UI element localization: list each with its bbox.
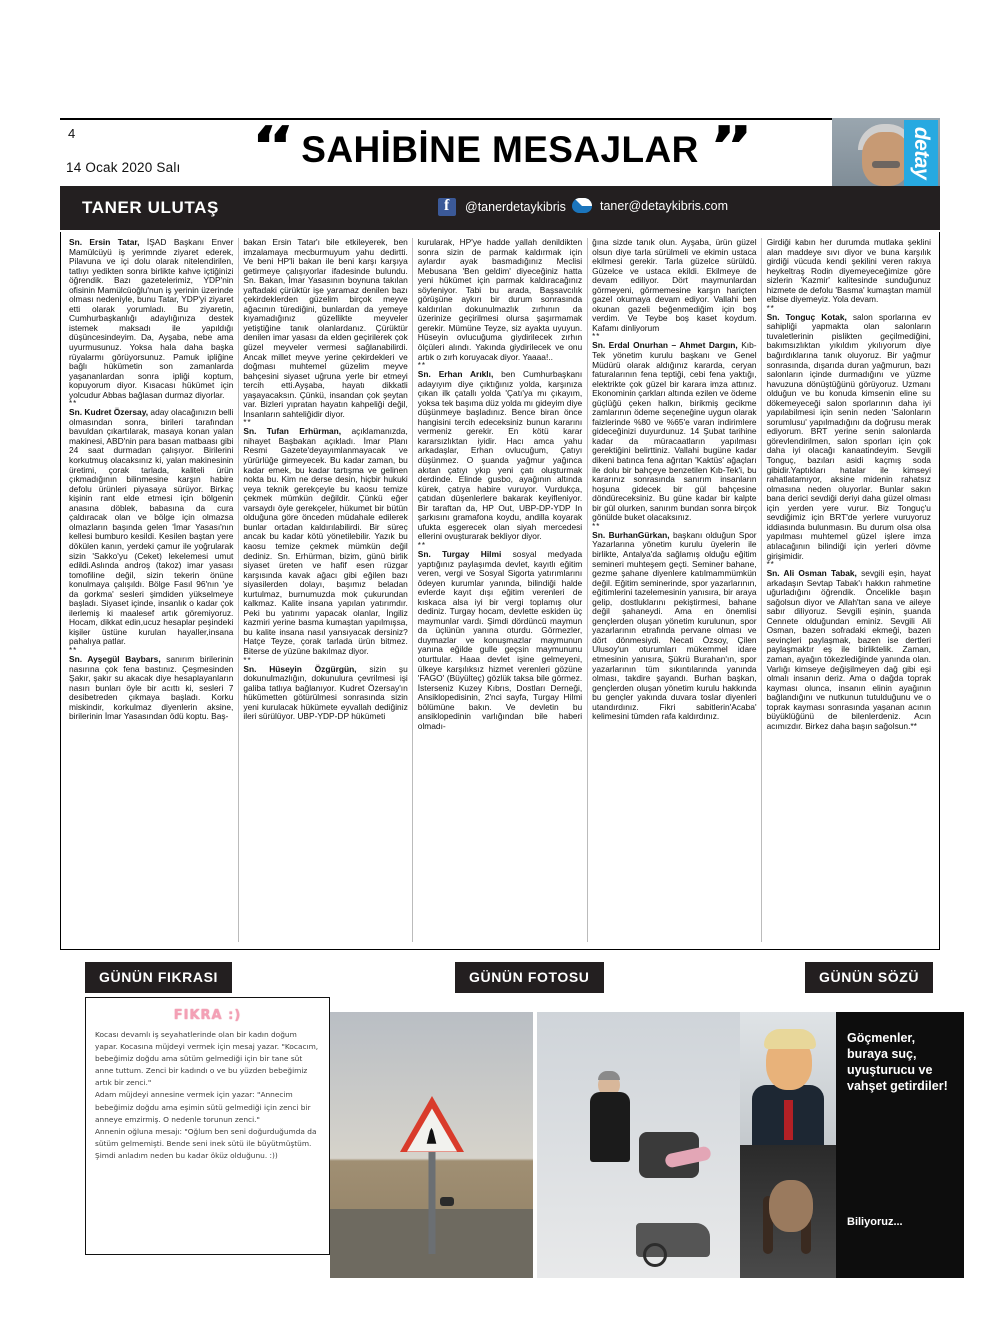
foto-images xyxy=(330,1012,740,1278)
section-tab-foto: GÜNÜN FOTOSU xyxy=(455,962,604,993)
article-lead-name: Sn. Erdal Onurhan – Ahmet Dargın, xyxy=(592,340,738,351)
fikra-paragraph: Kocası devamlı iş seyahatlerinde olan bir kadın doğum yapar. Kocasına müjdeyi vermek için mesaj yazar. "Kocacım, bebeğimiz doğdu ama sütüm gelmediği için bir tane süt anne tuttum. Zenci bir kadındı o ve bu yüzden bebeğimiz artık bir zenci." xyxy=(95,1030,319,1088)
article-paragraph: ** xyxy=(766,560,775,570)
headline-wrap xyxy=(60,115,940,179)
people-wheelbarrow-photo xyxy=(537,1012,740,1278)
article-lead-name: Sn. Ayşegül Baybars, xyxy=(69,653,161,664)
email-link[interactable] xyxy=(572,198,728,213)
article-paragraph-lead: Sn. Tufan Erhürman, açıklamanızda, nihayet Başbakan açıkladı. İmar Planı Resmi Gazete'deyayımlanmayacak ve yürürlüğe girmeyecek. Bu kadar zaman, bu kadar emek, bu kadar tartışma ve gelinen nokta bu. Kim ne derse desin, hiçbir hukuki veya teknik gerekçeyle bu kaosu temize çekmek mümkün değildir. Çünkü eğer varsaydı öyle gerekçeler, hükumet bir bütün olduğuna göre önceden müdahale edilerek bunlar ortadan kaldırılabilirdi. Bir süreç ancak bu kadar kötü yönetilebilir. Yazık bu kaosu temize çekmek mümkün değil dediniz. Sn. Erhürman, bizim, günü birlik siyaset üreten ve hafif esen rüzgar karşısında kavak ağacı gibi eğilen bazı siyasilerden dolayı, başımız beladan kurtulmaz, burnumuzda mok çukurundan kalkmaz. Kalite insana yapılan yatırımdır. Peki bu yatırımı yapacak olanlar, İngiliz kazmiri yerine basma kumaştan yapılmışsa, bu kalite insana nasıl yansıyacak dersiniz? Hatçe Teyze, çorak tarlada ürün bitmez. Biterse de yüzüne bakılmaz diyor. xyxy=(243,426,408,656)
mail-icon xyxy=(572,198,592,213)
article-paragraph: ğına sizde tanık olun. Ayşaba, ürün güzel olsun diye tarla sürülmeli ve ekimin ustaca ekilmesi gerekir. Tarla güzelce sürüldü. Güzelce ve ustaca ekildi. Ekilmeye de devam ediliyor. Dört maymunlardan görmeyeni, görmemesine karşın hariçten gazel okumaya devam ediyor. Vallahi ben okunan gazeli beğenmediğim için boş verdim. Ve Teybe boş kaset koydum. Kafamı dinliyorum xyxy=(592,237,757,333)
article-paragraph: ** xyxy=(69,645,78,655)
article-paragraph-lead: Sn. Kudret Özersay, aday olacağınızın belli olmasından sonra, birileri tarafından bavuldan çıkartılarak, masaya konan yalan makinesi, ABD'nin para basan matbaası gibi 24 saat durmadan çalışıyor. Birilerini korkutmuş olacaksınız ki, yalan makinesinin üretimi, çorak tarlada, kaliteli ürün çıkmadığının bilinmesine karşın habire defolu ürünleri piyasaya sürüyor. Birkaç kişinin rant elde etmesi için bölgenin anasına döblek, babasına da cura çaldıracak olan ve bölge için olmazsa olmazların başında gelen 'İmar Yasası'nın kellesi bumburo kesildi. Kesilen baştan yere dökülen kanın, yerdeki çamur ile yoğrularak sizin 'Sakko'yu (Ceket) lekelemesi umut edildi.Aslında androş (takoz) imar yasası tomofiline değil, sizin tekerin önüne konulmaya çalışıldı. Bölge Fasıl 96'nın 'ye da gorkma' sesleri şimdiden yükselmeye başladı. Siyaset içinde, insanlık o kadar çok ilerlemiş ki maalesef artık göremiyoruz. Hocam, dikkat edin,ucuz hesaplar peşindeki kişiler üstüne kurulan hayaller,insana pahalıya patlar. xyxy=(69,407,234,647)
brand-logo xyxy=(904,120,938,186)
fikra-inner-title: FIKRA :) xyxy=(173,1008,242,1023)
fikra-box xyxy=(85,997,330,1255)
date-line: 14 Ocak 2020 Salı xyxy=(66,160,181,175)
article-lead-name: Sn. Tufan Erhürman, xyxy=(243,426,342,437)
article-lead-name: Sn. Erhan Arıklı, xyxy=(417,369,494,380)
article-lead-name: Sn. Turgay Hilmi xyxy=(417,548,502,559)
quote-open-icon: “ xyxy=(250,115,292,179)
brand-logo-text: detay xyxy=(910,126,934,180)
section-tab-fikra: GÜNÜN FIKRASI xyxy=(85,962,232,993)
article-paragraph: ** xyxy=(243,655,252,665)
author-bar xyxy=(60,186,940,230)
article-paragraph: Girdiği kabın her durumda mutlaka şeklini alan maddeye sıvı diyor ve buna karşılık girdiği vücuda kendi şekilini veren rakıya heykeltraş Rodin diyemeyeceğimize göre sizlerin 'Kazmir' kalitesinde sunduğunuz hizmete de defolu 'Basma' kumaştan mamül elbise diyemeyiz. Yola devam. xyxy=(766,237,931,305)
article-paragraph: ** xyxy=(417,361,427,371)
section-gunun-sozu xyxy=(805,962,965,997)
section-gunun-fotosu xyxy=(455,962,705,997)
soz-quote-panel xyxy=(836,1012,964,1278)
article-lead-name: Sn. Tonguç Kotak, xyxy=(766,311,847,322)
article-paragraph: bakan Ersin Tatar'ı bile etkileyerek, ben imzalamaya mecburmuyum yahu dedirtti. Ve beni HP'li bakan ile beni karşı karşıya getirmeye çalışıyorlar ifadesinde bulundu. Sn. Bakan, İmar Yasasının boynuna takılan yaftadaki çürüktür işe yaramaz denilen bazı çekirdeklerden güzelim birçok meyve ağacının türediğini, bunlardan da yemeye kıyamadığınız güzellikte meyveler yetiştiğine tanık olanlardanız. Çürüktür denilen imar yasası da elden geçirilerek çok güzel meyveler vermesi sağlanabilirdi. Ancak millet meyve yerine çekirdekleri ve doğması muhtemel güzelim meyve bahçesini siyaset uğruna yerle bir etmeyi tercih etti.Ayşaba, hayatı dikkatli yaşayacaksın. Çünkü, insandan çok şeytan var. Bizleri yıpratan hayatın kahpeliği değil, İnsanların sahteliğidir diyor. xyxy=(243,237,408,419)
article-paragraph-lead: Sn. Ersin Tatar, İŞAD Başkanı Enver Mamülcüyü iş yerimnde ziyaret ederek, Pilavuna ve içi dolu olarak nitelendirilen, tatlıyı yedikten sonra birlikte kahve içtiğinizi öğrendik. Bazı gazetelerimiz, YDP'nin ofisinin Mamülcüoğlu'nun iş yerinin üzerinde olması nedeniyle, bunu Tatar, YDP'yi ziyaret etti olarak yorumladı. Bu ziyaretin, Cumhurbaşkanlığı adaylığınıza destek istemek maksadı ile yapıldığı düşüncesindeyim. Da, Ayşaba, nebe ama uyurmusunuz. Yoksa hala daha başka rüyalarmı görüyorsunuz. Pamuk ipliğine bağlı hükümetin son zamanlarda yaşananlardan sonra ipliği koptum, kopuyorum diyor. Kısacası hükümet için yolcudur Abbas bağlasan durmaz diyorlar. xyxy=(69,237,234,400)
article-lead-name: Sn. BurhanGürkan, xyxy=(592,529,670,540)
page-number: 4 xyxy=(68,126,76,141)
article-paragraph: ** xyxy=(766,303,775,313)
masthead xyxy=(60,115,940,188)
facebook-handle: @tanerdetaykibris xyxy=(465,200,566,214)
article-lead-name: Sn. Kudret Özersay, xyxy=(69,407,149,418)
article-paragraph: ** xyxy=(592,332,601,342)
native-chief-portrait xyxy=(740,1145,836,1278)
article-paragraph: ** xyxy=(417,540,427,550)
article-paragraph: ** xyxy=(69,399,78,409)
soz-content xyxy=(740,1012,964,1278)
road-sign-photo xyxy=(330,1012,533,1278)
article-paragraph-lead: Sn. Turgay Hilmi sosyal medyada yaptığınız paylaşımda devlet, kayıtlı eğitim veren, vergi ve Sosyal Sigorta yatırımlarını ödeyen kurumlar yanında, bilindiği halde evlerde kayıt dışı eğitim verenleri de kıskaca alsa iyi bir vergi toplamış olur dediniz. Turgay hocam, devlette eskiden üç maymunlar vardı. Şimdi dördüncü maymun da üçlünün yanına oturdu. Görmezler, duymazlar ve konuşmazlar maymunun yanına eğilde gulle geçsin maymununu oturttular. Haaa devlet işine gelmeyeni, ülkeye karşılıksız hizmet verenleri gözüne 'FAGO' (Büyülteç) gözlük taksa bile görmez. İsterseniz Kuzey Kıbrıs, Dostları Derneği, Ansiklopedisinin, 2'nci sayfa, Turgay Hilmi bölümüne bakın. Ve devletin bu ansiklopedinin varlığından bile haberi olmadı- xyxy=(417,548,583,731)
article-paragraph-lead: Sn. Ayşegül Baybars, sanırım birilerinin nasırına çok fena bastınız. Çeşmesinden Şakır, şakır su akacak diye hesaplayanların nasırı bunları öyle bir acıttı ki, sesleri 7 desibetreden çıkmaya başladı. Korku miskindir, korkulmaz diyenlerin aksine, birilerinin İmar Yasasından ödü koptu. Baş- xyxy=(69,653,234,722)
article-paragraph-lead: Sn. Ali Osman Tabak, sevgili eşin, hayat arkadaşın Sevtap Tabak'ı hakkın rahmetine uğurladığını öğrendik. Öncelikle başın sağolsun diyor ve Allah'tan sana ve aileye sabır diliyoruz. Sevgili eşinin, şuanda Cennete olduğundan eminiz. Sevgili Ali Osman, bazen sofradaki ekmeği, bazen sevinçleri paylaşmak, bazen ise dertleri paylaşmaktır eş ile birliktelik. Zaman, zaman, ayağın tökezlediğinde yanında olan. Varlığı kimseye değişilmeyen dağ gibi eşi olmalı insanın deriz. Ama o dağda toprak kayması olunca, insanın elinin ayağının bağlandığını ve nutkunun tutulduğunu ve o toprak kayması sonrasında yaşanan acının büyüklüğünü de bilenlerdeniz. Acın acımızdır. Birkez daha başın sağolsun.** xyxy=(766,568,931,731)
article-paragraph-lead: Sn. Erdal Onurhan – Ahmet Dargın, Kıb-Tek yönetim kurulu başkanı ve Genel Müdürü olarak aldığınız kararda, ceryan faturalarının fena teptiği, cebi fena yaktığı, elektrikte çok güzel bir karara imza attınız. Ekonominin çarkları altında ezilen ve ödeme güçlüğü çeken halkın, birikmiş gecikme zamlarının ödeme seçeneğine uygun olarak faizlerinde %80 ve %65'e varan indirimlere gideceğinizi duyurdunuz. 14 Şubat tarihine kadar da müracaatların yapılması gerektiğini belirttiniz. Vallahi bugüne kadar dikeni batınca fena ağrıtan 'Kaktüs' ağaçları ile dolu bir bahçeye benzetilen Kıb-Tek'i, bu kararınız sonrasında sanırım insanların hoşuna gidecek bir gül bahçesine döndüreceksiniz. Bu güne kadar bir kalpte bir gül olurken, sanırım bundan sonra birçok gönülde buket olacaksınız. xyxy=(592,340,757,523)
facebook-link[interactable] xyxy=(438,198,566,216)
fikra-paragraph: Annenin oğluna mesajı: "Oğlum ben seni doğurduğumda da sütüm gelmemişti. Bende seni inek sütü ile büyütmüştüm. Şimdi anladım neden bu kadar öküz olduğunu. :)) xyxy=(95,1126,317,1160)
article-body xyxy=(60,232,940,950)
soz-quote-reply: Biliyoruz... xyxy=(847,1216,903,1228)
fikra-paragraph: Adam müjdeyi annesine vermek için yazar: "Annecim bebeğimiz doğdu ama eşimin sütü gelmediği için zenci bir anneye emzirmiş. O nedenle torunun zenci." xyxy=(95,1090,311,1124)
soz-quote-main: Göçmenler, buraya suç, uyuşturucu ve vahşet getirdiler! xyxy=(847,1031,948,1093)
article-paragraph-lead: Sn. BurhanGürkan, başkanı olduğun Spor Yazarlarına yönetim kurulu üyelerin ile birlikte, Antalya'da sağlamış olduğu eğitim semineri muhteşem geçti. Seminer bahane, gezme şahane diyenlere katılmammümkün değil. Eğitim seminerinde, spor yazarlarının, eğitimlerini tazelemesinin yanısıra, bir araya gelip, dostluklarını pekiştirmesi, bahane değil şahaneydi. Ama en önemlisi gençlerden oluşan yönetim kurulunun, spor yazarlarının etrafında pervane olması ve dört dönmesiydi. Necati Özsoy, Çilen Ulusoy'un oturumları mükemmel idare etmesinin yanısıra, Şükrü Burahan'ın, spor yazarlarının tüm sıkıntılarında yanında olması, takdire şayandı. Burhan başkan, gençlerden oluşan yönetim kurulu hakkında bu gençler yakında duvara toslar diyenleri utandırdınız. Fikri sabitlerin'Acaba' kelimesini tümden rafa kaldırdınız. xyxy=(592,529,757,722)
article-columns xyxy=(69,238,931,942)
section-tab-soz: GÜNÜN SÖZÜ xyxy=(805,962,933,993)
article-lead-name: Sn. Ali Osman Tabak, xyxy=(766,568,857,579)
article-paragraph: kurularak, HP'ye hadde yallah denildikten sonra sizin de parmak kaldırmak için aylardır ayak basmadığınız Meclisi Mebusana 'Ben geldim' diyeceğiniz hatta yeni hükümet için parmak kaldıracağınız söyleniyor. Tabi bu arada, Başsavcılık görüşüne aykırı bir durum sonrasında kaldırılan dokunulmazlık zırhının da üzerinize geçirilmesi olursa şaşırmamak gerekir. Mümüne Teyze, siz ayakta uyuyun. Hüseyin ovlucuğuma giydirilecek zırhın ölçüleri alındı. Yakında giydirilecek ve onu artık o zırh koruyacak diyor. Yaaaa!.. xyxy=(417,237,583,362)
email-address: taner@detaykibris.com xyxy=(600,198,729,213)
trump-portrait xyxy=(740,1012,836,1145)
article-paragraph-lead: Sn. Erhan Arıklı, ben Cumhurbaşkanı adayıyım diye çıktığınız yolda, karşınıza çıkan ilk çatallı yolda 'Çatı'ya mı çıkayım, yoksa tek başıma düz yolda mı gideyim diye düşünmeye başladınız. Bence biran önce hangisini tercih edeceksiniz bunun kararını vermeniz gerekir. En kötü karar kararsızlıktan iyidir. Hacı amca yahu arkadaşlar, Erhan ovlucuğum, Çatıyı düşünmez. O şuanda yağmur yağınca akıtan çatıyı ykıp yeni çatı oluşturmak derdinde. Elinde gusbo, ayağının altında kürek, çatıya habire vuruyor. Vurdukça, çatıdan düşenlerlere bakarak keyifleniyor. Bir taraftan da, HP Out, UBP-DP-YDP In şarkısını gramafona koydu, andilla koyarak ufukta eşgerecek olan siyah mercedesi ellerini ovuşturarak bekliyor diyor. xyxy=(417,369,583,542)
article-paragraph-lead: Sn. Tonguç Kotak, salon sporlarına ev sahipliği yapmakta olan salonların tuvaletlerinin pislikten geçilmediğini, bakımsızlıktan yıkıldım ykılıyorum diye bağırdıklarına tanık oluyoruz. Bir yağmur sonrasında, dışarıda duran yağmurun, bazı salonların içinde durmadığını ve yüzme havuzuna dönüştüğünü görüyoruz. Uzmanı olduğun ve bu konuda kimsenin eline su dökemeyeceği salon sporlarının daha iyi yapılabilmesi için senin neden 'Salonların sorumlusu' yapılmadığını da doğrusu merak ediyorum. BRT yerine senin salonlarda görevlendirilmen, salon sporları için çok daha iyi olacağı kanaatindeyim. Sevgili Tonguç, bazıları asidi kaçmış soda gibidir.Yaptıkları hatalar ile kimseyi rahatlatamıyor, aksine midenin rahatsız olmasına neden oluyorlar. Bunlar sakın bana derici sevdiği deriyi daha güzel olması için yerden yere vurur. Biz Tonguç'u sevdiğimiz için BRT'de yerlere vuruyoruz iddiasında bulunmasın. Bu durum olsa olsa yapılması muhtemel güzel işlere imza atılacağının bilindiği için yerleri dövme girişimidir. xyxy=(766,311,931,561)
article-paragraph: ** xyxy=(243,418,252,428)
section-gunun-fikrasi xyxy=(85,962,330,1255)
article-paragraph: ** xyxy=(592,521,601,531)
facebook-icon xyxy=(438,198,456,216)
quote-close-icon: ” xyxy=(708,115,750,179)
author-name: TANER ULUTAŞ xyxy=(82,198,219,217)
article-lead-name: Sn. Hüseyin Özgürgün, xyxy=(243,663,357,674)
page-title: SAHİBİNE MESAJLAR xyxy=(301,128,699,170)
article-paragraph-lead: Sn. Hüseyin Özgürgün, sizin şu dokunulmazlığın, dokunulura çevrilmesi işi galiba tatlıya bağlanıyor. Kudret Özersay'ın hükümetten götürülmesi sonrasında sizin yeni kurulacak hükümete eyvallah dediğiniz ileri sürülüyor. UBP-YDP-DP hükümeti xyxy=(243,663,408,722)
article-lead-name: Sn. Ersin Tatar, xyxy=(69,237,140,247)
fikra-text xyxy=(95,1029,320,1162)
soz-images xyxy=(740,1012,836,1278)
